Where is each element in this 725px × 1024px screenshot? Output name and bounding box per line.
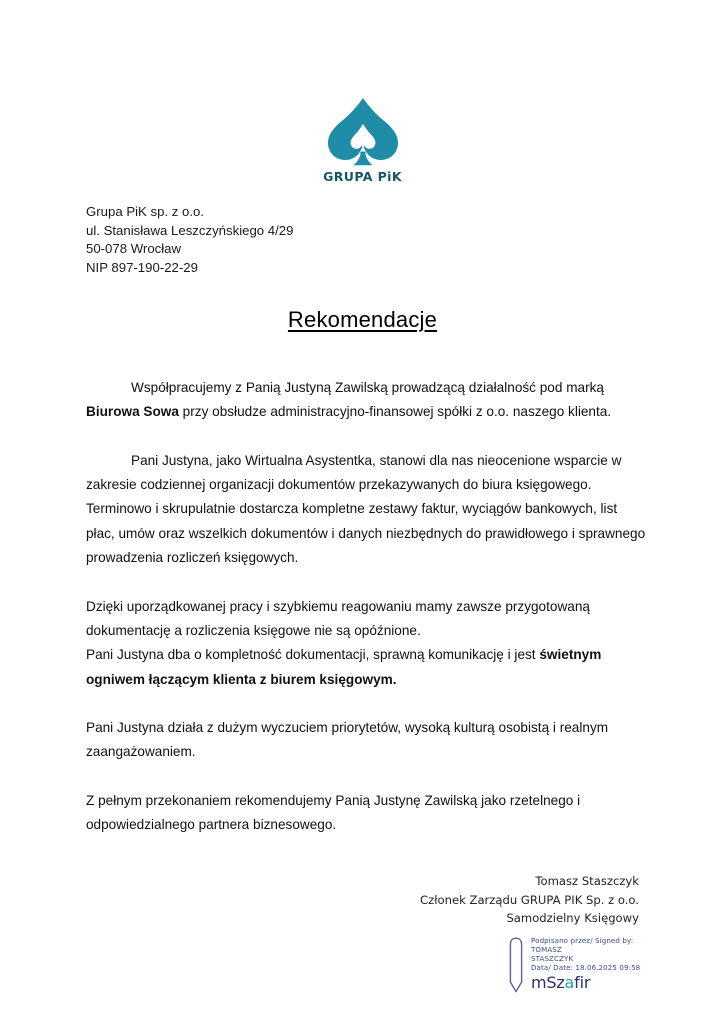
sender-company: Grupa PiK sp. z o.o. — [86, 204, 205, 219]
letter-paragraph — [86, 643, 646, 692]
page-title — [0, 307, 725, 333]
sender-street: ul. Stanisława Leszczyńskiego 4/29 — [86, 222, 294, 238]
letter-paragraph — [86, 716, 646, 765]
mszafir-logo-part2: fir — [574, 973, 591, 993]
letter-paragraph — [86, 376, 646, 425]
paragraph-text: przy obsłudze administracyjno-finansowej spółki z o.o. naszego klienta. — [178, 404, 612, 420]
page-title-text: Rekomendacje — [287, 307, 438, 332]
letter-paragraph — [86, 497, 646, 570]
paragraph-spacer — [86, 765, 646, 789]
signature-nib-icon — [508, 937, 524, 993]
logo-wordmark: GRUPA PiK — [323, 169, 402, 184]
letter-paragraph — [86, 789, 646, 838]
signatory-department: Samodzielny Księgowy — [506, 911, 639, 926]
paragraph-text: Pani Justyna działa z dużym wyczuciem priorytetów, wysoką kulturą osobistą i realnym zaangażowaniem. — [86, 720, 609, 760]
spade-logo-icon — [325, 96, 401, 168]
emphasis-text: Biurowa Sowa — [86, 404, 179, 420]
mszafir-logo-part1: mSz — [531, 973, 565, 993]
paragraph-spacer — [86, 425, 646, 449]
signatory-role: Członek Zarządu GRUPA PIK Sp. z o.o. — [420, 892, 639, 907]
sender-tax-id: NIP 897-190-22-29 — [86, 259, 198, 275]
paragraph-text: Dzięki uporządkowanej pracy i szybkiemu reagowaniu mamy zawsze przygotowaną dokumentację a rozliczenia księgowe nie są opóźnione. — [86, 598, 590, 638]
signatory-name: Tomasz Staszczyk — [535, 874, 639, 888]
seal-details — [531, 936, 640, 972]
sender-address-block — [86, 203, 293, 277]
letter-paragraph — [86, 449, 646, 498]
electronic-signature-seal — [508, 936, 640, 993]
paragraph-text: Terminowo i skrupulatnie dostarcza kompletne zestawy faktur, wyciągów bankowych, list płac, umów oraz wszelkich dokumentów i danych niezbędnych do prawidłowego i sprawnego prowadzenia rozliczeń księgowych. — [86, 501, 646, 566]
paragraph-text: Z pełnym przekonaniem rekomendujemy Panią Justynę Zawilską jako rzetelnego i odpowiedzialnego partnera biznesowego. — [86, 793, 581, 833]
emphasis-text: świetnym ogniwem łączącym klienta z biurem księgowym. — [86, 647, 602, 687]
company-logo — [0, 96, 725, 184]
seal-signer-first-name: TOMASZ — [531, 945, 562, 955]
mszafir-logo-accent: a — [564, 973, 575, 993]
paragraph-spacer — [86, 570, 646, 594]
seal-signer-last-name: STASZCZYK — [531, 954, 574, 964]
paragraph-text: Pani Justyna, jako Wirtualna Asystentka, stanowi dla nas nieocenione wsparcie w zakresie codziennej organizacji dokumentów przekazywanych do biura księgowego. — [86, 452, 622, 493]
signature-block — [219, 872, 639, 928]
paragraph-text: Pani Justyna dba o kompletność dokumentacji, sprawną komunikację i jest — [86, 647, 540, 663]
paragraph-text: Współpracujemy z Panią Justyną Zawilską prowadzącą działalność pod marką — [131, 380, 604, 395]
letter-paragraph — [86, 595, 646, 644]
mszafir-logo — [531, 975, 640, 991]
seal-signed-by-label: Podpisano przez/ Signed by: — [531, 936, 634, 945]
paragraph-spacer — [86, 692, 646, 716]
letter-body — [86, 376, 646, 838]
seal-date: Data/ Date: 18.06.2025 09:58 — [531, 963, 641, 973]
sender-city: 50-078 Wrocław — [86, 241, 182, 257]
